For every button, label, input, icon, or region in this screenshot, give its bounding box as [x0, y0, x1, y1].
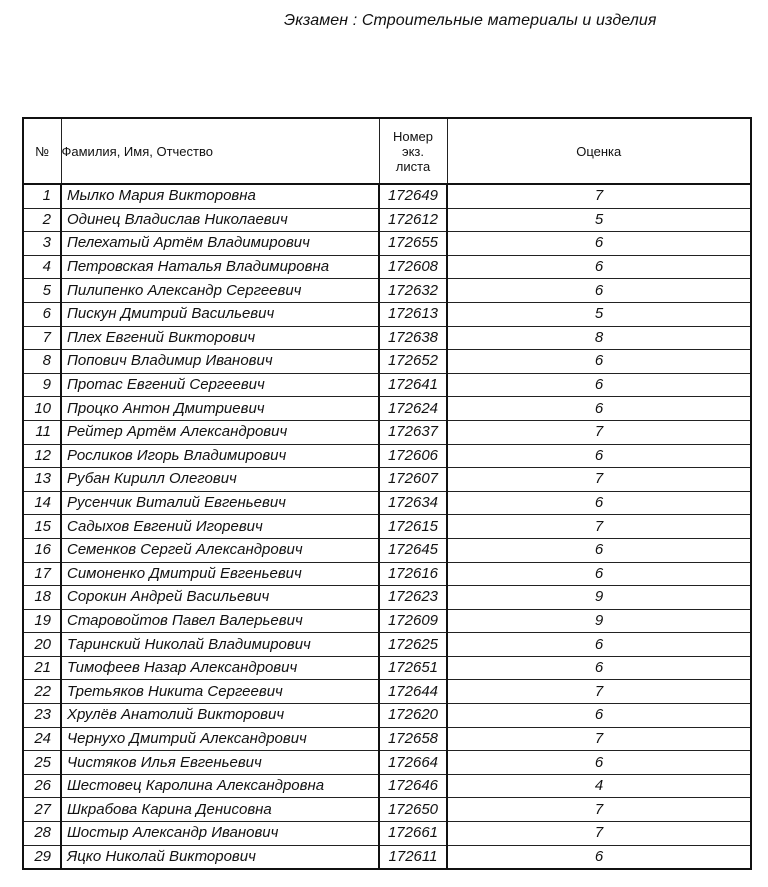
exam-sheet-number: 172664: [379, 751, 447, 775]
student-name: Мылко Мария Викторовна: [61, 184, 379, 208]
table-header-row: [23, 118, 751, 184]
grade: 7: [447, 468, 751, 492]
student-name: Старовойтов Павел Валерьевич: [61, 609, 379, 633]
grade: 6: [447, 491, 751, 515]
student-name: Петровская Наталья Владимировна: [61, 255, 379, 279]
table-row: [23, 751, 751, 775]
table-row: [23, 326, 751, 350]
exam-sheet-number: 172661: [379, 822, 447, 846]
table-row: [23, 798, 751, 822]
table-row: [23, 232, 751, 256]
header-number: №: [23, 118, 61, 184]
table-row: [23, 609, 751, 633]
grade: 5: [447, 208, 751, 232]
exam-sheet-number: 172607: [379, 468, 447, 492]
row-number: 14: [23, 491, 61, 515]
exam-sheet-number: 172616: [379, 562, 447, 586]
grade: 6: [447, 562, 751, 586]
student-name: Третьяков Никита Сергеевич: [61, 680, 379, 704]
student-name: Попович Владимир Иванович: [61, 350, 379, 374]
table-row: [23, 468, 751, 492]
exam-sheet-number: 172612: [379, 208, 447, 232]
row-number: 27: [23, 798, 61, 822]
table-row: [23, 586, 751, 610]
table-row: [23, 350, 751, 374]
student-name: Рейтер Артём Александрович: [61, 420, 379, 444]
student-name: Протас Евгений Сергеевич: [61, 373, 379, 397]
row-number: 29: [23, 845, 61, 869]
exam-sheet-number: 172625: [379, 633, 447, 657]
row-number: 1: [23, 184, 61, 208]
grade: 6: [447, 444, 751, 468]
student-name: Таринский Николай Владимирович: [61, 633, 379, 657]
row-number: 24: [23, 727, 61, 751]
exam-sheet-number: 172634: [379, 491, 447, 515]
student-name: Чистяков Илья Евгеньевич: [61, 751, 379, 775]
exam-sheet-number: 172613: [379, 302, 447, 326]
student-name: Семенков Сергей Александрович: [61, 538, 379, 562]
student-name: Тимофеев Назар Александрович: [61, 656, 379, 680]
exam-sheet-number: 172608: [379, 255, 447, 279]
grade: 7: [447, 680, 751, 704]
grade: 6: [447, 538, 751, 562]
row-number: 12: [23, 444, 61, 468]
student-name: Шестовец Каролина Александровна: [61, 774, 379, 798]
table-row: [23, 704, 751, 728]
student-name: Хрулёв Анатолий Викторович: [61, 704, 379, 728]
student-name: Русенчик Виталий Евгеньевич: [61, 491, 379, 515]
header-sheet-line3: листа: [395, 158, 431, 174]
grade: 7: [447, 184, 751, 208]
exam-sheet-number: 172606: [379, 444, 447, 468]
table-row: [23, 562, 751, 586]
exam-sheet-number: 172623: [379, 586, 447, 610]
student-name: Симоненко Дмитрий Евгеньевич: [61, 562, 379, 586]
table-row: [23, 727, 751, 751]
table-row: [23, 373, 751, 397]
header-grade: Оценка: [447, 118, 751, 184]
row-number: 26: [23, 774, 61, 798]
grade: 9: [447, 586, 751, 610]
grade: 6: [447, 704, 751, 728]
header-exam-sheet-number: [379, 118, 447, 184]
grade: 7: [447, 727, 751, 751]
row-number: 10: [23, 397, 61, 421]
student-name: Чернухо Дмитрий Александрович: [61, 727, 379, 751]
grade: 6: [447, 656, 751, 680]
student-name: Одинец Владислав Николаевич: [61, 208, 379, 232]
exam-sheet-number: 172637: [379, 420, 447, 444]
grade: 8: [447, 326, 751, 350]
grade: 7: [447, 798, 751, 822]
grade: 6: [447, 350, 751, 374]
grade: 6: [447, 373, 751, 397]
exam-sheet-number: 172649: [379, 184, 447, 208]
table-row: [23, 420, 751, 444]
grade: 7: [447, 822, 751, 846]
row-number: 4: [23, 255, 61, 279]
table-row: [23, 302, 751, 326]
row-number: 19: [23, 609, 61, 633]
exam-sheet-number: 172658: [379, 727, 447, 751]
row-number: 17: [23, 562, 61, 586]
exam-sheet-number: 172651: [379, 656, 447, 680]
row-number: 16: [23, 538, 61, 562]
row-number: 13: [23, 468, 61, 492]
exam-results-table: [22, 117, 752, 870]
grade: 4: [447, 774, 751, 798]
table-row: [23, 184, 751, 208]
table-body: [23, 184, 751, 869]
row-number: 18: [23, 586, 61, 610]
grade: 7: [447, 420, 751, 444]
student-name: Яцко Николай Викторович: [61, 845, 379, 869]
table-row: [23, 279, 751, 303]
student-name: Шостыр Александр Иванович: [61, 822, 379, 846]
exam-sheet-number: 172650: [379, 798, 447, 822]
row-number: 15: [23, 515, 61, 539]
row-number: 22: [23, 680, 61, 704]
student-name: Росликов Игорь Владимирович: [61, 444, 379, 468]
exam-sheet-number: 172609: [379, 609, 447, 633]
row-number: 3: [23, 232, 61, 256]
student-name: Пелехатый Артём Владимирович: [61, 232, 379, 256]
row-number: 5: [23, 279, 61, 303]
exam-sheet-number: 172641: [379, 373, 447, 397]
grade: 5: [447, 302, 751, 326]
row-number: 11: [23, 420, 61, 444]
exam-sheet-number: 172652: [379, 350, 447, 374]
row-number: 6: [23, 302, 61, 326]
student-name: Процко Антон Дмитриевич: [61, 397, 379, 421]
table-row: [23, 633, 751, 657]
student-name: Шкрабова Карина Денисовна: [61, 798, 379, 822]
exam-sheet-number: 172615: [379, 515, 447, 539]
row-number: 8: [23, 350, 61, 374]
row-number: 7: [23, 326, 61, 350]
grade: 6: [447, 397, 751, 421]
table-row: [23, 208, 751, 232]
row-number: 21: [23, 656, 61, 680]
table-row: [23, 680, 751, 704]
exam-sheet-number: 172638: [379, 326, 447, 350]
table-row: [23, 538, 751, 562]
grade: 6: [447, 232, 751, 256]
exam-sheet-number: 172644: [379, 680, 447, 704]
header-sheet-line1: Номер: [392, 128, 433, 144]
student-name: Пилипенко Александр Сергеевич: [61, 279, 379, 303]
exam-sheet-number: 172611: [379, 845, 447, 869]
exam-sheet-number: 172632: [379, 279, 447, 303]
row-number: 20: [23, 633, 61, 657]
table-row: [23, 774, 751, 798]
table-row: [23, 515, 751, 539]
row-number: 9: [23, 373, 61, 397]
table-row: [23, 491, 751, 515]
exam-sheet-number: 172655: [379, 232, 447, 256]
exam-title: Экзамен : Строительные материалы и изделия: [284, 12, 657, 29]
grade: 6: [447, 633, 751, 657]
header-sheet-line2: экз.: [401, 143, 425, 159]
table-row: [23, 255, 751, 279]
table-row: [23, 397, 751, 421]
row-number: 2: [23, 208, 61, 232]
table-row: [23, 822, 751, 846]
row-number: 25: [23, 751, 61, 775]
table-row: [23, 656, 751, 680]
grade: 7: [447, 515, 751, 539]
student-name: Сорокин Андрей Васильевич: [61, 586, 379, 610]
student-name: Пискун Дмитрий Васильевич: [61, 302, 379, 326]
grade: 6: [447, 255, 751, 279]
student-name: Рубан Кирилл Олегович: [61, 468, 379, 492]
grade: 6: [447, 845, 751, 869]
row-number: 23: [23, 704, 61, 728]
exam-sheet-number: 172624: [379, 397, 447, 421]
table-row: [23, 444, 751, 468]
exam-sheet-number: 172645: [379, 538, 447, 562]
row-number: 28: [23, 822, 61, 846]
student-name: Садыхов Евгений Игоревич: [61, 515, 379, 539]
exam-sheet-number: 172620: [379, 704, 447, 728]
header-full-name: Фамилия, Имя, Отчество: [61, 118, 379, 184]
grade: 6: [447, 279, 751, 303]
exam-sheet-number: 172646: [379, 774, 447, 798]
table-row: [23, 845, 751, 869]
grade: 9: [447, 609, 751, 633]
student-name: Плех Евгений Викторович: [61, 326, 379, 350]
grade: 6: [447, 751, 751, 775]
